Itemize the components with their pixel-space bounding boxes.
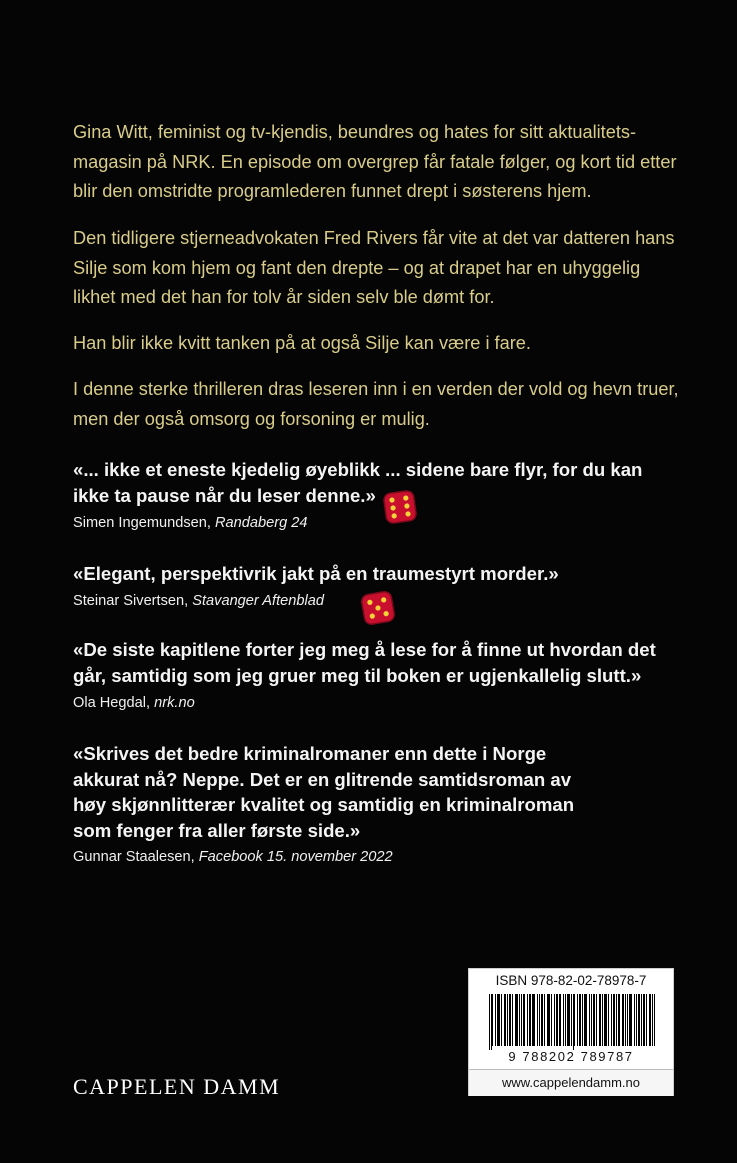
barcode-bar: [634, 994, 635, 1046]
review-quote-3: [73, 637, 656, 688]
barcode-bar: [586, 994, 587, 1046]
barcode-bar: [643, 994, 644, 1046]
barcode-bar: [515, 994, 516, 1046]
barcode-bar: [654, 994, 655, 1046]
barcode-bar: [639, 994, 640, 1046]
barcode-bar: [616, 994, 617, 1046]
barcode-bar: [517, 994, 518, 1046]
barcode-bar: [507, 994, 508, 1046]
barcode-bar: [532, 994, 533, 1046]
barcode-bar: [613, 994, 614, 1046]
barcode-bar: [571, 994, 572, 1046]
barcode-bar: [548, 994, 549, 1046]
blurb-paragraph-3: Han blir ikke kvitt tanken på at også Silje kan være i fare.: [73, 333, 531, 353]
barcode-bar: [554, 994, 555, 1046]
review-quote-2: [73, 561, 559, 587]
publisher-logo: CAPPELEN DAMM: [73, 1074, 281, 1099]
barcode-bar: [567, 994, 568, 1046]
quote-line: ikke ta pause når du leser denne.»: [73, 484, 376, 506]
barcode-bar: [594, 994, 595, 1046]
barcode-bar: [539, 994, 540, 1046]
barcode-bar: [544, 994, 545, 1046]
quote-line: «Skrives det bedre kriminalromaner enn dette i Norge: [73, 743, 547, 764]
barcode-bar: [591, 994, 592, 1046]
barcode-bar: [589, 994, 590, 1046]
barcode-bar: [499, 994, 500, 1046]
barcode-bar: [509, 994, 510, 1046]
review-attribution-2: Steinar Sivertsen, Stavanger Aftenblad: [73, 593, 324, 609]
review-quote-4: [73, 741, 574, 843]
barcode-bar: [489, 994, 490, 1050]
barcode-bar: [505, 994, 506, 1046]
barcode-bar: [534, 994, 535, 1046]
barcode-bar: [619, 994, 620, 1046]
barcode-bar: [582, 994, 583, 1046]
barcode-bar: [608, 994, 609, 1046]
barcode-bar: [533, 994, 534, 1046]
die-six-icon: [382, 489, 418, 525]
review-quote-1: [73, 457, 642, 508]
isbn-label: ISBN 978-82-02-78978-7: [495, 973, 647, 988]
publisher-url: www.cappelendamm.no: [469, 1069, 673, 1096]
barcode-bar: [596, 994, 597, 1046]
quote-line: «... ikke et eneste kjedelig øyeblikk ... sidene bare flyr, for du kan: [73, 459, 643, 480]
barcode-bar: [497, 994, 498, 1046]
barcode-bar: [627, 994, 628, 1046]
blurb-paragraph-4: I denne sterke thrilleren dras leseren inn i en verden der vold og hevn truer, men der også omsorg og forsoning er mulig.: [73, 379, 679, 429]
barcode-bar: [650, 994, 651, 1046]
barcode-bar: [512, 994, 513, 1046]
blurb-paragraph-1: Gina Witt, feminist og tv-kjendis, beundres og hates for sitt aktualitets-magasin på NRK. En episode om overgrep får fatale følger, og kort tid etter blir den omstridte programlederen funnet drept i søsterens hjem.: [73, 122, 677, 201]
barcode-bar: [504, 994, 505, 1046]
die-five-icon: [360, 590, 396, 626]
barcode-bars: [489, 994, 659, 1050]
barcode-bar: [559, 994, 560, 1046]
barcode-bar: [585, 994, 586, 1046]
barcode-bar: [614, 994, 615, 1046]
barcode-bar: [495, 994, 496, 1046]
barcode-bar: [618, 994, 619, 1046]
barcode-bar: [606, 994, 607, 1046]
blurb-paragraph-2: Den tidligere stjerneadvokaten Fred Rivers får vite at det var datteren hans Silje som kom hjem og fant den drepte – og at drapet har en uhyggelig likhet med det han for tolv år siden selv ble dømt for.: [73, 228, 675, 307]
barcode-bar: [577, 994, 578, 1046]
barcode-bar: [630, 994, 631, 1046]
barcode-bar: [530, 994, 531, 1046]
barcode-bar: [529, 994, 530, 1046]
barcode-bar: [599, 994, 600, 1046]
barcode-bar: [611, 994, 612, 1046]
quote-line: høy skjønnlitterær kvalitet og samtidig en kriminalroman: [73, 794, 575, 815]
barcode-bar: [580, 994, 581, 1046]
review-attribution-3: Ola Hegdal, nrk.no: [73, 695, 195, 711]
barcode-bar: [563, 994, 564, 1046]
barcode-bar: [644, 994, 645, 1046]
barcode-bar: [501, 994, 502, 1046]
barcode-bar: [541, 994, 542, 1046]
barcode-bar: [629, 994, 630, 1046]
barcode-bar: [574, 994, 575, 1046]
barcode-bar: [573, 994, 574, 1050]
barcode-bar: [551, 994, 552, 1046]
barcode-bar: [622, 994, 623, 1046]
barcode-bar: [569, 994, 570, 1046]
barcode-bar: [600, 994, 601, 1046]
barcode-bar: [547, 994, 548, 1046]
barcode-bar: [524, 994, 525, 1046]
barcode-bar: [521, 994, 522, 1046]
review-attribution-4: Gunnar Staalesen, Facebook 15. november 2022: [73, 849, 393, 865]
barcode-bar: [625, 994, 626, 1046]
quote-line: går, samtidig som jeg gruer meg til boken er ugjenkallelig slutt.»: [73, 664, 642, 686]
barcode-bar: [519, 994, 520, 1046]
quote-line: akkurat nå? Neppe. Det er en glitrende samtidsroman av: [73, 768, 572, 790]
isbn-barcode: [468, 968, 674, 1096]
barcode-bar: [623, 994, 624, 1046]
barcode-bar: [636, 994, 637, 1046]
barcode-bar: [557, 994, 558, 1046]
barcode-bar: [542, 994, 543, 1046]
barcode-bar: [492, 994, 493, 1046]
barcode-bar: [523, 994, 524, 1046]
quote-line: «De siste kapitlene forter jeg meg å lese for å finne ut hvordan det: [73, 639, 656, 660]
barcode-bar: [652, 994, 653, 1046]
barcode-bar: [649, 994, 650, 1046]
barcode-bar: [498, 994, 499, 1046]
barcode-bar: [516, 994, 517, 1046]
barcode-bar: [602, 994, 603, 1046]
barcode-bar: [556, 994, 557, 1046]
barcode-bar: [527, 994, 528, 1046]
quote-line: «Elegant, perspektivrik jakt på en traumestyrt morder.»: [73, 563, 559, 584]
barcode-bar: [568, 994, 569, 1046]
barcode-bar: [565, 994, 566, 1046]
barcode-bar: [641, 994, 642, 1046]
barcode-bar: [646, 994, 647, 1046]
barcode-bar: [631, 994, 632, 1046]
barcode-bar: [549, 994, 550, 1046]
barcode-bar: [584, 994, 585, 1046]
review-attribution-1: Simen Ingemundsen, Randaberg 24: [73, 515, 308, 531]
barcode-bar: [491, 994, 492, 1050]
barcode-bar: [579, 994, 580, 1046]
barcode-bar: [510, 994, 511, 1046]
quote-line: som fenger fra aller første side.»: [73, 819, 361, 841]
isbn-digits: 9 788202 789787: [508, 1049, 634, 1064]
barcode-bar: [537, 994, 538, 1046]
barcode-bar: [593, 994, 594, 1046]
barcode-bar: [560, 994, 561, 1046]
barcode-bar: [604, 994, 605, 1046]
barcode-bar: [638, 994, 639, 1046]
barcode-bar: [605, 994, 606, 1046]
